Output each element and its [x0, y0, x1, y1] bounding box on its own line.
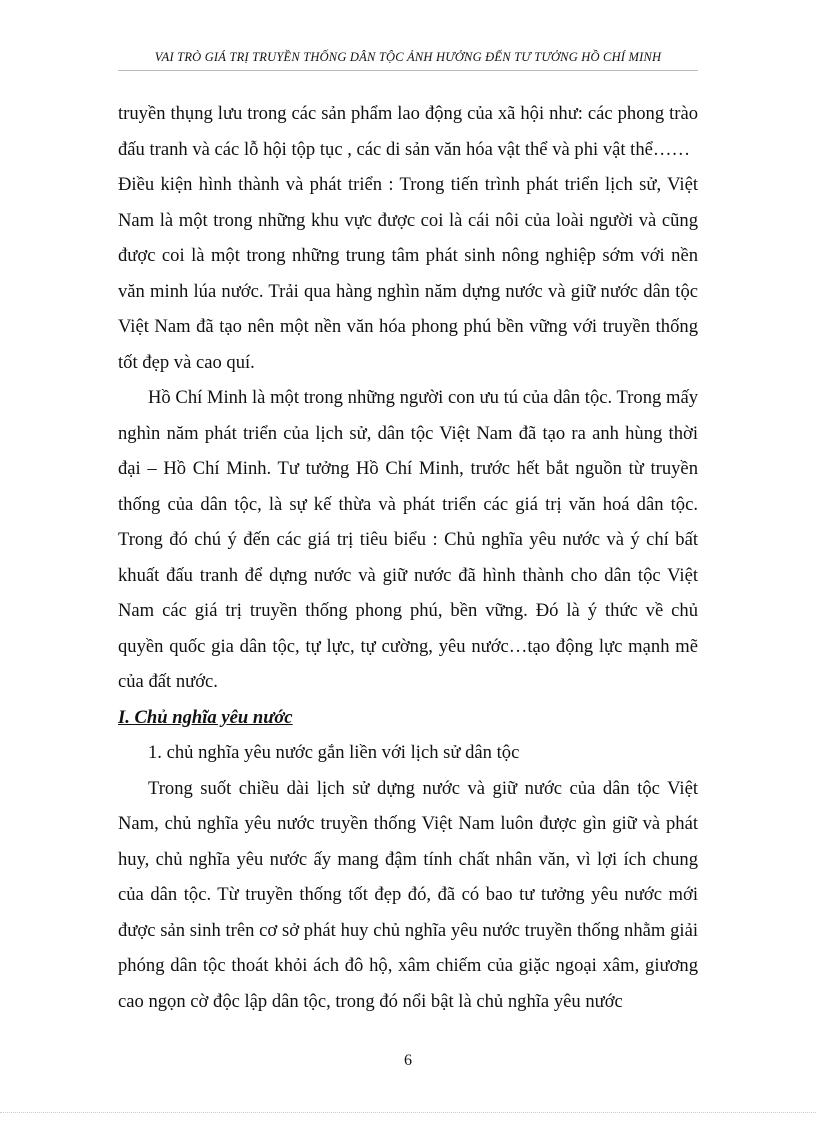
document-body [118, 96, 698, 1019]
header-divider [118, 70, 698, 71]
page-number: 6 [404, 1052, 412, 1069]
paragraph-ho-chi-minh: Hồ Chí Minh là một trong những người con ưu tú của dân tộc. Trong mấy nghìn năm phát triển của lịch sử, dân tộc Việt Nam đã tạo ra anh hùng thời đại – Hồ Chí Minh. Tư tưởng Hồ Chí Minh, trước hết bắt nguồn từ truyền thống của dân tộc, là sự kế thừa và phát triển các giá trị văn hoá dân tộc. Trong đó chú ý đến các giá trị tiêu biểu : Chủ nghĩa yêu nước và ý chí bất khuất đấu tranh để dựng nước và giữ nước đã hình thành cho dân tộc Việt Nam các giá trị truyền thống phong phú, bền vững. Đó là ý thức về chủ quyền quốc gia dân tộc, tự lực, tự cường, yêu nước…tạo động lực mạnh mẽ của đất nước. [118, 387, 698, 692]
paragraph-conditions: Điều kiện hình thành và phát triển : Trong tiến trình phát triển lịch sử, Việt Nam là một trong những khu vực được coi là cái nôi của loài người và cũng được coi là một trong những trung tâm phát sinh nông nghiệp sớm với nền văn minh lúa nước. Trải qua hàng nghìn năm dựng nước và giữ nước dân tộc Việt Nam đã tạo nên một nền văn hóa phong phú bền vững với truyền thống tốt đẹp và cao quí. [118, 174, 698, 373]
paragraph-continuation: truyền thụng lưu trong các sản phẩm lao động của xã hội như: các phong trào đấu tranh và các lỗ hội tộp tục , các di sản văn hóa vật thể và phi vật thể…… [118, 103, 698, 160]
running-header: VAI TRÒ GIÁ TRỊ TRUYỀN THỐNG DÂN TỘC ẢNH HƯỞNG ĐẾN TƯ TƯỞNG HỒ CHÍ MINH [154, 50, 662, 64]
footer-divider [0, 1112, 816, 1113]
section-heading: I. Chủ nghĩa yêu nước [118, 706, 293, 728]
paragraph-patriotism: Trong suốt chiều dài lịch sử dựng nước và giữ nước của dân tộc Việt Nam, chủ nghĩa yêu nước truyền thống Việt Nam luôn được gìn giữ và phát huy, chủ nghĩa yêu nước ấy mang đậm tính chất nhân văn, vì lợi ích chung của dân tộc. Từ truyền thống tốt đẹp đó, đã có bao tư tưởng yêu nước mới được sản sinh trên cơ sở phát huy chủ nghĩa yêu nước truyền thống nhằm giải phóng dân tộc thoát khỏi ách đô hộ, xâm chiếm của giặc ngoại xâm, giương cao ngọn cờ độc lập dân tộc, trong đó nổi bật là chủ nghĩa yêu nước [118, 777, 698, 1012]
subsection-heading: 1. chủ nghĩa yêu nước gắn liền với lịch sử dân tộc [148, 742, 520, 763]
